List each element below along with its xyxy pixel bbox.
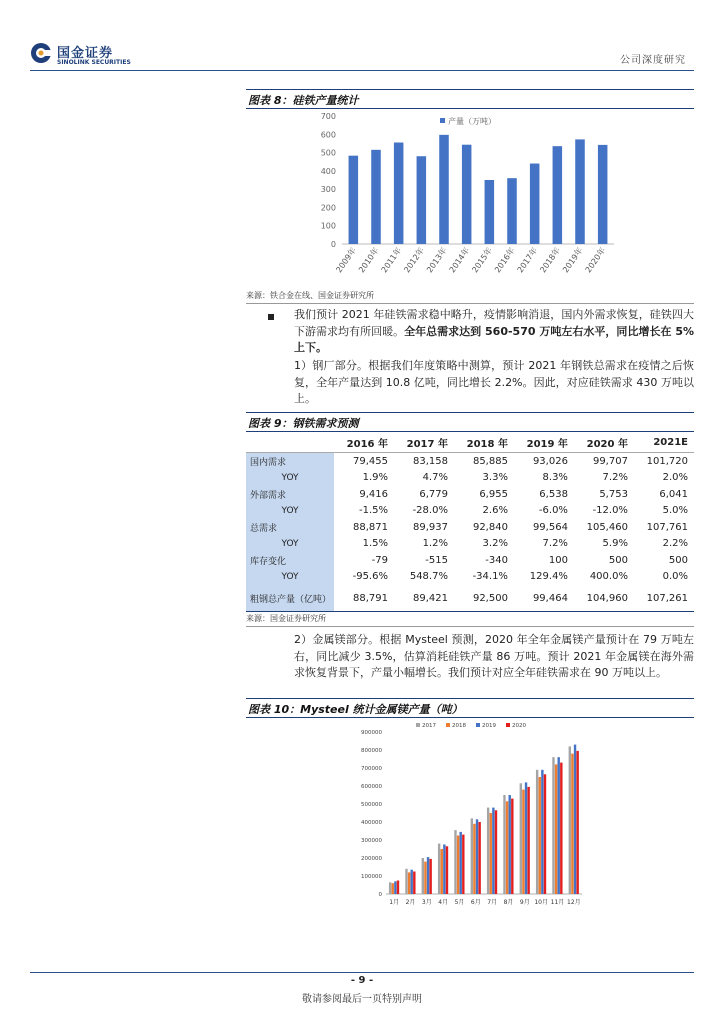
- table-row: [246, 519, 694, 536]
- table-cell: 6,041: [659, 488, 688, 500]
- bar-2017: [405, 869, 407, 894]
- row-label: YOY: [246, 536, 334, 553]
- x-tick-label: 6月: [470, 899, 481, 906]
- y-tick-label: 300000: [361, 838, 382, 844]
- bar-2017: [422, 858, 424, 894]
- bar-2017: [520, 783, 522, 894]
- logo-english-name: SINOLINK SECURITIES: [57, 59, 131, 66]
- row-label: 外部需求: [246, 486, 334, 503]
- page-number: - 9 -: [350, 975, 374, 986]
- table-cell: 500: [608, 554, 628, 566]
- legend-swatch: [506, 723, 510, 727]
- table-cell: 2.0%: [662, 472, 688, 484]
- table-cell: 548.7%: [409, 571, 448, 583]
- y-tick-label: 600: [320, 130, 336, 140]
- legend-label: 2018: [452, 723, 466, 729]
- bar-2019: [574, 745, 576, 894]
- row-label: YOY: [246, 503, 334, 520]
- bar-2018: [555, 764, 557, 894]
- bar-2017: [503, 795, 505, 894]
- table-cell: 89,937: [412, 521, 448, 533]
- bar-2020: [511, 799, 513, 894]
- bar-2019: [492, 808, 494, 894]
- table-cell: 2.6%: [482, 505, 508, 517]
- y-tick-label: 400: [320, 166, 336, 176]
- bar-2018: [571, 754, 573, 894]
- bar: [349, 156, 359, 244]
- figure9-source: 来源：国金证券研究所: [246, 614, 326, 623]
- table-cell: 107,761: [646, 521, 688, 533]
- x-tick-label: 10月: [534, 899, 548, 906]
- table-row: [246, 585, 694, 612]
- table-cell: 3.2%: [482, 538, 508, 550]
- bar-2017: [438, 844, 440, 894]
- table-cell: 9,416: [359, 488, 388, 500]
- row-label: 总需求: [246, 519, 334, 536]
- table-cell: 100: [548, 554, 568, 566]
- header-divider: [30, 70, 694, 71]
- bar-2017: [389, 882, 391, 894]
- bar: [553, 146, 563, 244]
- table-cell: 83,158: [412, 455, 448, 467]
- figure9-title-bar: [246, 412, 694, 432]
- bar-2020: [446, 846, 448, 894]
- x-tick-label: 9月: [519, 899, 530, 906]
- bar-2020: [576, 751, 578, 894]
- bar: [598, 145, 608, 244]
- table-cell: 107,261: [634, 585, 694, 612]
- bar-2018: [522, 790, 524, 894]
- table-cell: 101,720: [646, 455, 688, 467]
- x-tick-label: 11月: [550, 899, 565, 906]
- bar-2020: [462, 835, 464, 894]
- column-header: 2019 年: [514, 433, 574, 453]
- y-tick-label: 0: [378, 892, 382, 898]
- bar-2020: [560, 763, 562, 894]
- y-tick-label: 200000: [361, 856, 382, 862]
- bar-2019: [509, 795, 511, 894]
- table-cell: 79,455: [352, 455, 388, 467]
- table-row: [246, 486, 694, 503]
- table-cell: 6,538: [539, 488, 568, 500]
- table-cell: 99,564: [532, 521, 568, 533]
- x-tick-label: 8月: [503, 899, 514, 906]
- y-tick-label: 700: [320, 112, 336, 121]
- bar-2019: [427, 857, 429, 894]
- bar-2020: [495, 810, 497, 894]
- table-cell: -95.6%: [352, 571, 388, 583]
- bar-2017: [536, 770, 538, 894]
- bar-2018: [392, 883, 394, 894]
- table-cell: 7.2%: [542, 538, 568, 550]
- row-label: YOY: [246, 470, 334, 487]
- table-cell: 2.2%: [662, 538, 688, 550]
- figure10-title: 图表 10：Mysteel 统计金属镁产量（吨）: [248, 703, 463, 716]
- y-tick-label: 800000: [361, 748, 382, 754]
- figure8-source-divider: [246, 303, 694, 304]
- x-tick-label: 3月: [421, 899, 432, 906]
- table-cell: 88,871: [352, 521, 388, 533]
- x-tick-label: 12月: [567, 899, 581, 906]
- row-label: 粗钢总产量（亿吨）: [246, 585, 334, 612]
- logo-mark-icon: [30, 42, 52, 64]
- legend-swatch: [476, 723, 480, 727]
- bar: [485, 180, 495, 244]
- table-cell: 5,753: [599, 488, 628, 500]
- column-header: 2016 年: [334, 433, 394, 453]
- bar-2018: [408, 872, 410, 894]
- figure8-title-bar: [246, 89, 694, 109]
- x-tick-label: 2017年: [515, 245, 540, 275]
- x-tick-label: 2014年: [447, 245, 472, 275]
- table-cell: 89,421: [394, 585, 454, 612]
- bar: [417, 156, 427, 244]
- x-tick-label: 1月: [389, 899, 400, 906]
- table-cell: 400.0%: [589, 571, 628, 583]
- bar-2018: [424, 862, 426, 894]
- y-tick-label: 100000: [361, 874, 382, 880]
- bar: [394, 143, 404, 244]
- bar-2018: [506, 801, 508, 894]
- table-cell: 92,840: [472, 521, 508, 533]
- silicon-iron-output-chart: [318, 108, 620, 284]
- company-logo: [30, 40, 140, 70]
- bar-2017: [552, 757, 554, 894]
- bar-2017: [471, 818, 473, 894]
- table-cell: -340: [485, 554, 508, 566]
- magnesium-output-chart: [350, 718, 590, 914]
- table-corner: [246, 433, 334, 453]
- table-cell: -28.0%: [412, 505, 448, 517]
- table-cell: -79: [371, 554, 388, 566]
- bar-2018: [490, 813, 492, 894]
- table-cell: -6.0%: [538, 505, 568, 517]
- bar: [462, 145, 472, 244]
- table-cell: 104,960: [574, 585, 634, 612]
- y-tick-label: 700000: [361, 766, 382, 772]
- bar-2020: [429, 859, 431, 894]
- y-tick-label: 500000: [361, 802, 382, 808]
- bar-2020: [478, 822, 480, 894]
- x-tick-label: 2009年: [334, 245, 358, 275]
- bar-2017: [487, 808, 489, 894]
- legend-label: 产量（万吨）: [448, 117, 496, 126]
- row-label: YOY: [246, 569, 334, 586]
- table-cell: 99,707: [592, 455, 628, 467]
- bar-2019: [558, 757, 560, 894]
- table-row: [246, 552, 694, 569]
- steel-demand-table: [246, 433, 694, 612]
- table-cell: 5.9%: [602, 538, 628, 550]
- table-cell: 88,791: [334, 585, 394, 612]
- table-row: [246, 569, 694, 586]
- x-tick-label: 2016年: [492, 245, 517, 275]
- bar-2020: [527, 787, 529, 894]
- legend-label: 2020: [512, 723, 526, 729]
- row-label: 国内需求: [246, 453, 334, 470]
- y-tick-label: 500: [320, 148, 336, 158]
- y-tick-label: 200: [320, 203, 336, 213]
- x-tick-label: 7月: [487, 899, 498, 906]
- bar-2018: [473, 824, 475, 894]
- column-header: 2017 年: [394, 433, 454, 453]
- figure8-source: 来源：铁合金在线、国金证券研究所: [246, 291, 374, 300]
- table-cell: 5.0%: [662, 505, 688, 517]
- x-tick-label: 4月: [438, 899, 449, 906]
- x-tick-label: 2011年: [379, 245, 404, 275]
- bar-2017: [454, 830, 456, 894]
- table-cell: 92,500: [454, 585, 514, 612]
- x-tick-label: 2019年: [560, 245, 585, 275]
- legend-label: 2019: [482, 723, 496, 729]
- table-cell: 99,464: [514, 585, 574, 612]
- bar: [371, 150, 381, 244]
- column-header: 2021E: [634, 433, 694, 453]
- row-label: 库存变化: [246, 552, 334, 569]
- table-cell: -34.1%: [472, 571, 508, 583]
- table-cell: 0.0%: [662, 571, 688, 583]
- bar-2018: [539, 777, 541, 894]
- table-cell: -1.5%: [358, 505, 388, 517]
- bar: [530, 164, 540, 244]
- y-tick-label: 400000: [361, 820, 382, 826]
- table-cell: -12.0%: [592, 505, 628, 517]
- table-cell: 8.3%: [542, 472, 568, 484]
- legend-label: 2017: [422, 723, 436, 729]
- bullet-text-bold: 全年总需求达到 560-570 万吨左右水平，同比增长在 5%上下。: [294, 324, 694, 354]
- bar-2018: [441, 849, 443, 894]
- x-tick-label: 2015年: [470, 245, 494, 275]
- table-cell: -515: [425, 554, 448, 566]
- table-row: [246, 503, 694, 520]
- footer-disclaimer: 敬请参阅最后一页特别声明: [302, 994, 422, 1005]
- column-header: 2018 年: [454, 433, 514, 453]
- table-cell: 3.3%: [482, 472, 508, 484]
- table-cell: 7.2%: [602, 472, 628, 484]
- y-tick-label: 600000: [361, 784, 382, 790]
- x-tick-label: 2013年: [424, 245, 449, 275]
- table-cell: 1.2%: [422, 538, 448, 550]
- column-header: 2020 年: [574, 433, 634, 453]
- table-cell: 4.7%: [422, 472, 448, 484]
- table-cell: 85,885: [472, 455, 508, 467]
- bar-2019: [476, 819, 478, 894]
- magnesium-paragraph: 2）金属镁部分。根据 Mysteel 预测，2020 年全年金属镁产量预计在 79 万吨左右，同比减少 3.5%，估算消耗硅铁产量 86 万吨。预计 2021 年金属镁在海外需求恢复背景下，产量小幅增长。我们预计对应全年硅铁需求在 90 万吨以上。: [294, 633, 694, 679]
- bar: [507, 178, 517, 244]
- y-tick-label: 300: [320, 185, 336, 195]
- table-cell: 105,460: [586, 521, 628, 533]
- table-cell: 93,026: [532, 455, 568, 467]
- table-header-row: [246, 433, 694, 453]
- bar-2019: [460, 832, 462, 894]
- bullet-marker: [268, 314, 274, 320]
- bar-2019: [394, 881, 396, 894]
- x-tick-label: 5月: [454, 899, 465, 906]
- steel-paragraph: 1）钢厂部分。根据我们年度策略中测算，预计 2021 年钢铁总需求在疫情之后恢复，全年产量达到 10.8 亿吨，同比增长 2.2%。因此，对应硅铁需求 430 万吨以上。: [294, 359, 694, 405]
- table-row: [246, 453, 694, 470]
- y-tick-label: 100: [320, 221, 336, 231]
- logo-chinese-name: 国金证券: [57, 46, 114, 61]
- bar-2017: [569, 746, 571, 894]
- x-tick-label: 2018年: [538, 245, 562, 275]
- figure10-title-bar: [246, 698, 694, 718]
- bullet-text-plain: 我们预计 2021 年硅铁需求稳中略升，疫情影响消退，国内外需求恢复，硅铁四大下游需求均有所回暖。: [294, 308, 694, 338]
- report-type: 公司深度研究: [620, 55, 686, 66]
- bar: [439, 135, 449, 244]
- footer-divider: [30, 972, 694, 973]
- bar-2020: [397, 881, 399, 895]
- table-cell: 6,955: [479, 488, 508, 500]
- table-cell: 1.9%: [362, 472, 388, 484]
- bar-2018: [457, 836, 459, 895]
- figure9-title: 图表 9：钢铁需求预测: [248, 417, 359, 430]
- x-tick-label: 2月: [405, 899, 416, 906]
- table-cell: 500: [668, 554, 688, 566]
- table-row: [246, 536, 694, 553]
- bar-2019: [443, 845, 445, 895]
- table-row: [246, 470, 694, 487]
- bar: [575, 139, 585, 244]
- x-tick-label: 2010年: [356, 245, 381, 275]
- legend-swatch: [440, 118, 445, 123]
- x-tick-label: 2020年: [583, 245, 608, 275]
- bar-2019: [541, 770, 543, 894]
- bar-2020: [544, 774, 546, 894]
- y-tick-label: 900000: [361, 730, 382, 736]
- bar-2019: [525, 782, 527, 894]
- table-cell: 1.5%: [362, 538, 388, 550]
- table-cell: 6,779: [419, 488, 448, 500]
- x-tick-label: 2012年: [402, 245, 426, 275]
- table-cell: 129.4%: [529, 571, 568, 583]
- bullet-paragraph: [294, 307, 694, 357]
- y-tick-label: 0: [330, 240, 336, 249]
- legend-swatch: [416, 723, 420, 727]
- bar-2019: [411, 870, 413, 894]
- figure9-source-divider: [246, 626, 694, 627]
- bar-2020: [413, 872, 415, 895]
- figure8-title: 图表 8：硅铁产量统计: [248, 94, 359, 107]
- legend-swatch: [446, 723, 450, 727]
